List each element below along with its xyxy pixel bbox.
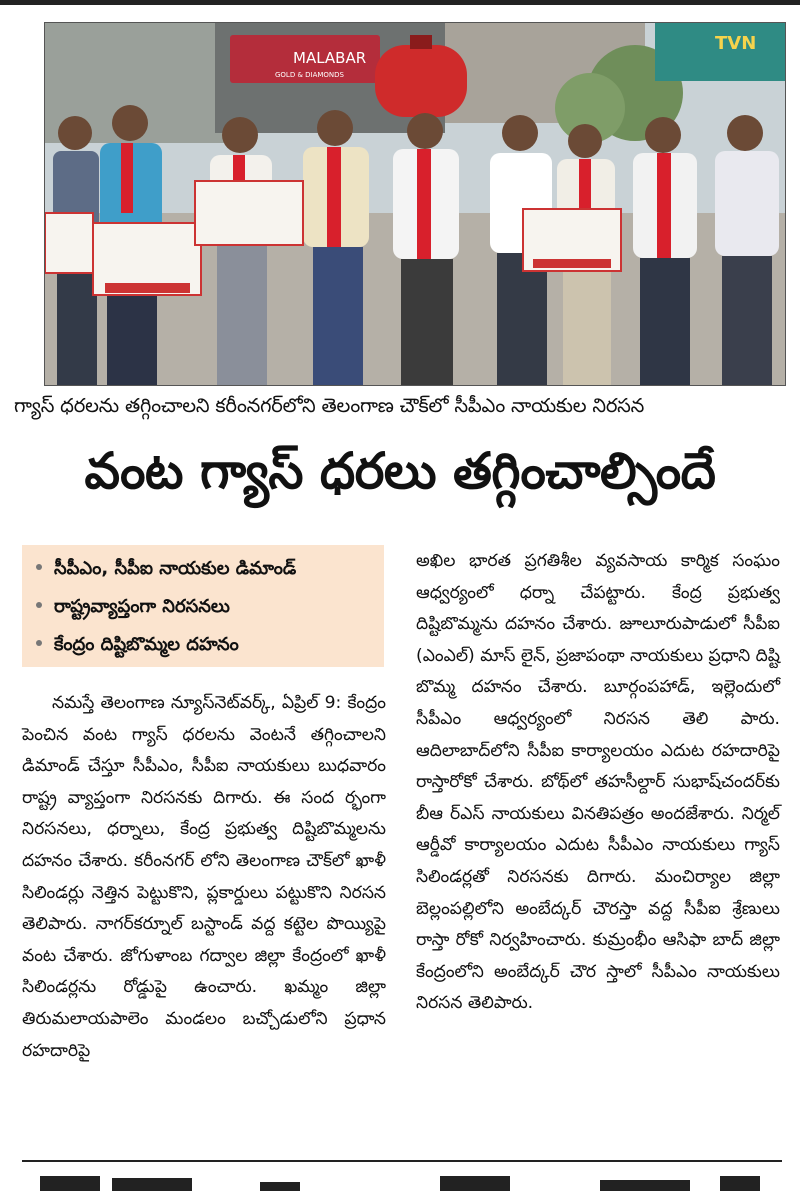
protest-photo-illustration [45, 23, 785, 385]
article-paragraph-right: అఖిల భారత ప్రగతిశీల వ్యవసాయ కార్మిక సంఘం ఆధ్వర్యంలో ధర్నా చేపట్టారు. కేంద్ర ప్రభుత్వ దిష్టిబొమ్మను దహనం చేశారు. జూలూరుపాడులో సీపీఐ (ఎంఎల్) మాస్ లైన్, ప్రజాపంథా నాయకులు ప్రధాని దిష్టి బొమ్మ దహనం చేశారు. బూర్గంపహాడ్, ఇల్లెందులో సీపీఎం ఆధ్వర్యంలో నిరసన తెలి పారు. ఆదిలాబాద్‌లోని సీపీఐ కార్యాలయం ఎదుట రహదారిపై రాస్తారోకో చేశారు. బోథ్‌లో తహసీల్దార్ సుభాష్‌చందర్‌కు బీఆ ర్‌ఎస్ నాయకులు వినతిపత్రం అందజేశారు. నిర్మల్ ఆర్డీవో కార్యాలయం ఎదుట సీపీఎం నాయకులు గ్యాస్ సిలిండర్లతో నిరసనకు దిగారు. మంచిర్యాల జిల్లా బెల్లంపల్లిలోని అంబేద్కర్ చౌరస్తా వద్ద సీపీఐ శ్రేణులు రాస్తా రోకో నిర్వహించారు. కుమ్రంభీం ఆసిఫా బాద్ జిల్లా కేంద్రంలోని అంబేద్కర్ చౌర స్తాలో సీపీఎం నాయకులు నిరసన తెలిపారు. [416, 551, 780, 1014]
news-photo [44, 22, 786, 386]
shop-sign-text: MALABAR [293, 49, 367, 67]
highlight-item: రాష్ట్రవ్యాప్తంగా నిరసనలు [36, 591, 384, 629]
gas-cylinder [375, 45, 467, 117]
photo-caption: గ్యాస్ ధరలను తగ్గించాలని కరీంనగర్‌లోని తెలంగాణ చౌక్‌లో సీపీఎం నాయకుల నిరసన [14, 394, 645, 417]
bullet-icon [36, 564, 42, 570]
bullet-icon [36, 640, 42, 646]
article-body-right [416, 546, 780, 1020]
highlight-item: కేంద్రం దిష్టిబొమ్మల దహనం [36, 629, 384, 667]
top-rule [0, 0, 800, 5]
headline: వంట గ్యాస్ ధరలు తగ్గించాల్సిందే [84, 442, 716, 500]
highlights-box [22, 545, 384, 667]
next-article-strip [0, 1170, 800, 1191]
article-body-left [22, 688, 386, 1067]
bottom-rule [22, 1160, 782, 1162]
bullet-icon [36, 602, 42, 608]
tv-sign-text: TVN [715, 33, 757, 54]
shop-sign-sub: GOLD & DIAMONDS [275, 71, 344, 79]
article-paragraph-left: నమస్తే తెలంగాణ న్యూస్‌నెట్‌వర్క్, ఏప్రిల్ 9: కేంద్రం పెంచిన వంట గ్యాస్ ధరలను వెంటనే తగ్గించాలని డిమాండ్ చేస్తూ సీపీఎం, సీపీఐ నాయకులు బుధవారం రాష్ట్ర వ్యాప్తంగా నిరసనకు దిగారు. ఈ సంద ర్భంగా నిరసనలు, ధర్నాలు, కేంద్ర ప్రభుత్వ దిష్టిబొమ్మలను దహనం చేశారు. కరీంనగర్ లోని తెలంగాణ చౌక్‌లో ఖాళీ సిలిండర్లు నెత్తిన పెట్టుకొని, ప్లకార్డులు పట్టుకొని నిరసన తెలిపారు. నాగర్‌కర్నూల్ బస్టాండ్ వద్ద కట్టెల పొయ్యిపై వంట చేశారు. జోగుళాంబ గద్వాల జిల్లా కేంద్రంలో ఖాళీ సిలిండర్లను రోడ్డుపై ఉంచారు. ఖమ్మం జిల్లా తిరుమలాయపాలెం మండలం బచ్చోడులోని ప్రధాన రహదారిపై [22, 693, 386, 1061]
highlight-item: సీపీఎం, సీపీఐ నాయకుల డిమాండ్ [36, 553, 384, 591]
